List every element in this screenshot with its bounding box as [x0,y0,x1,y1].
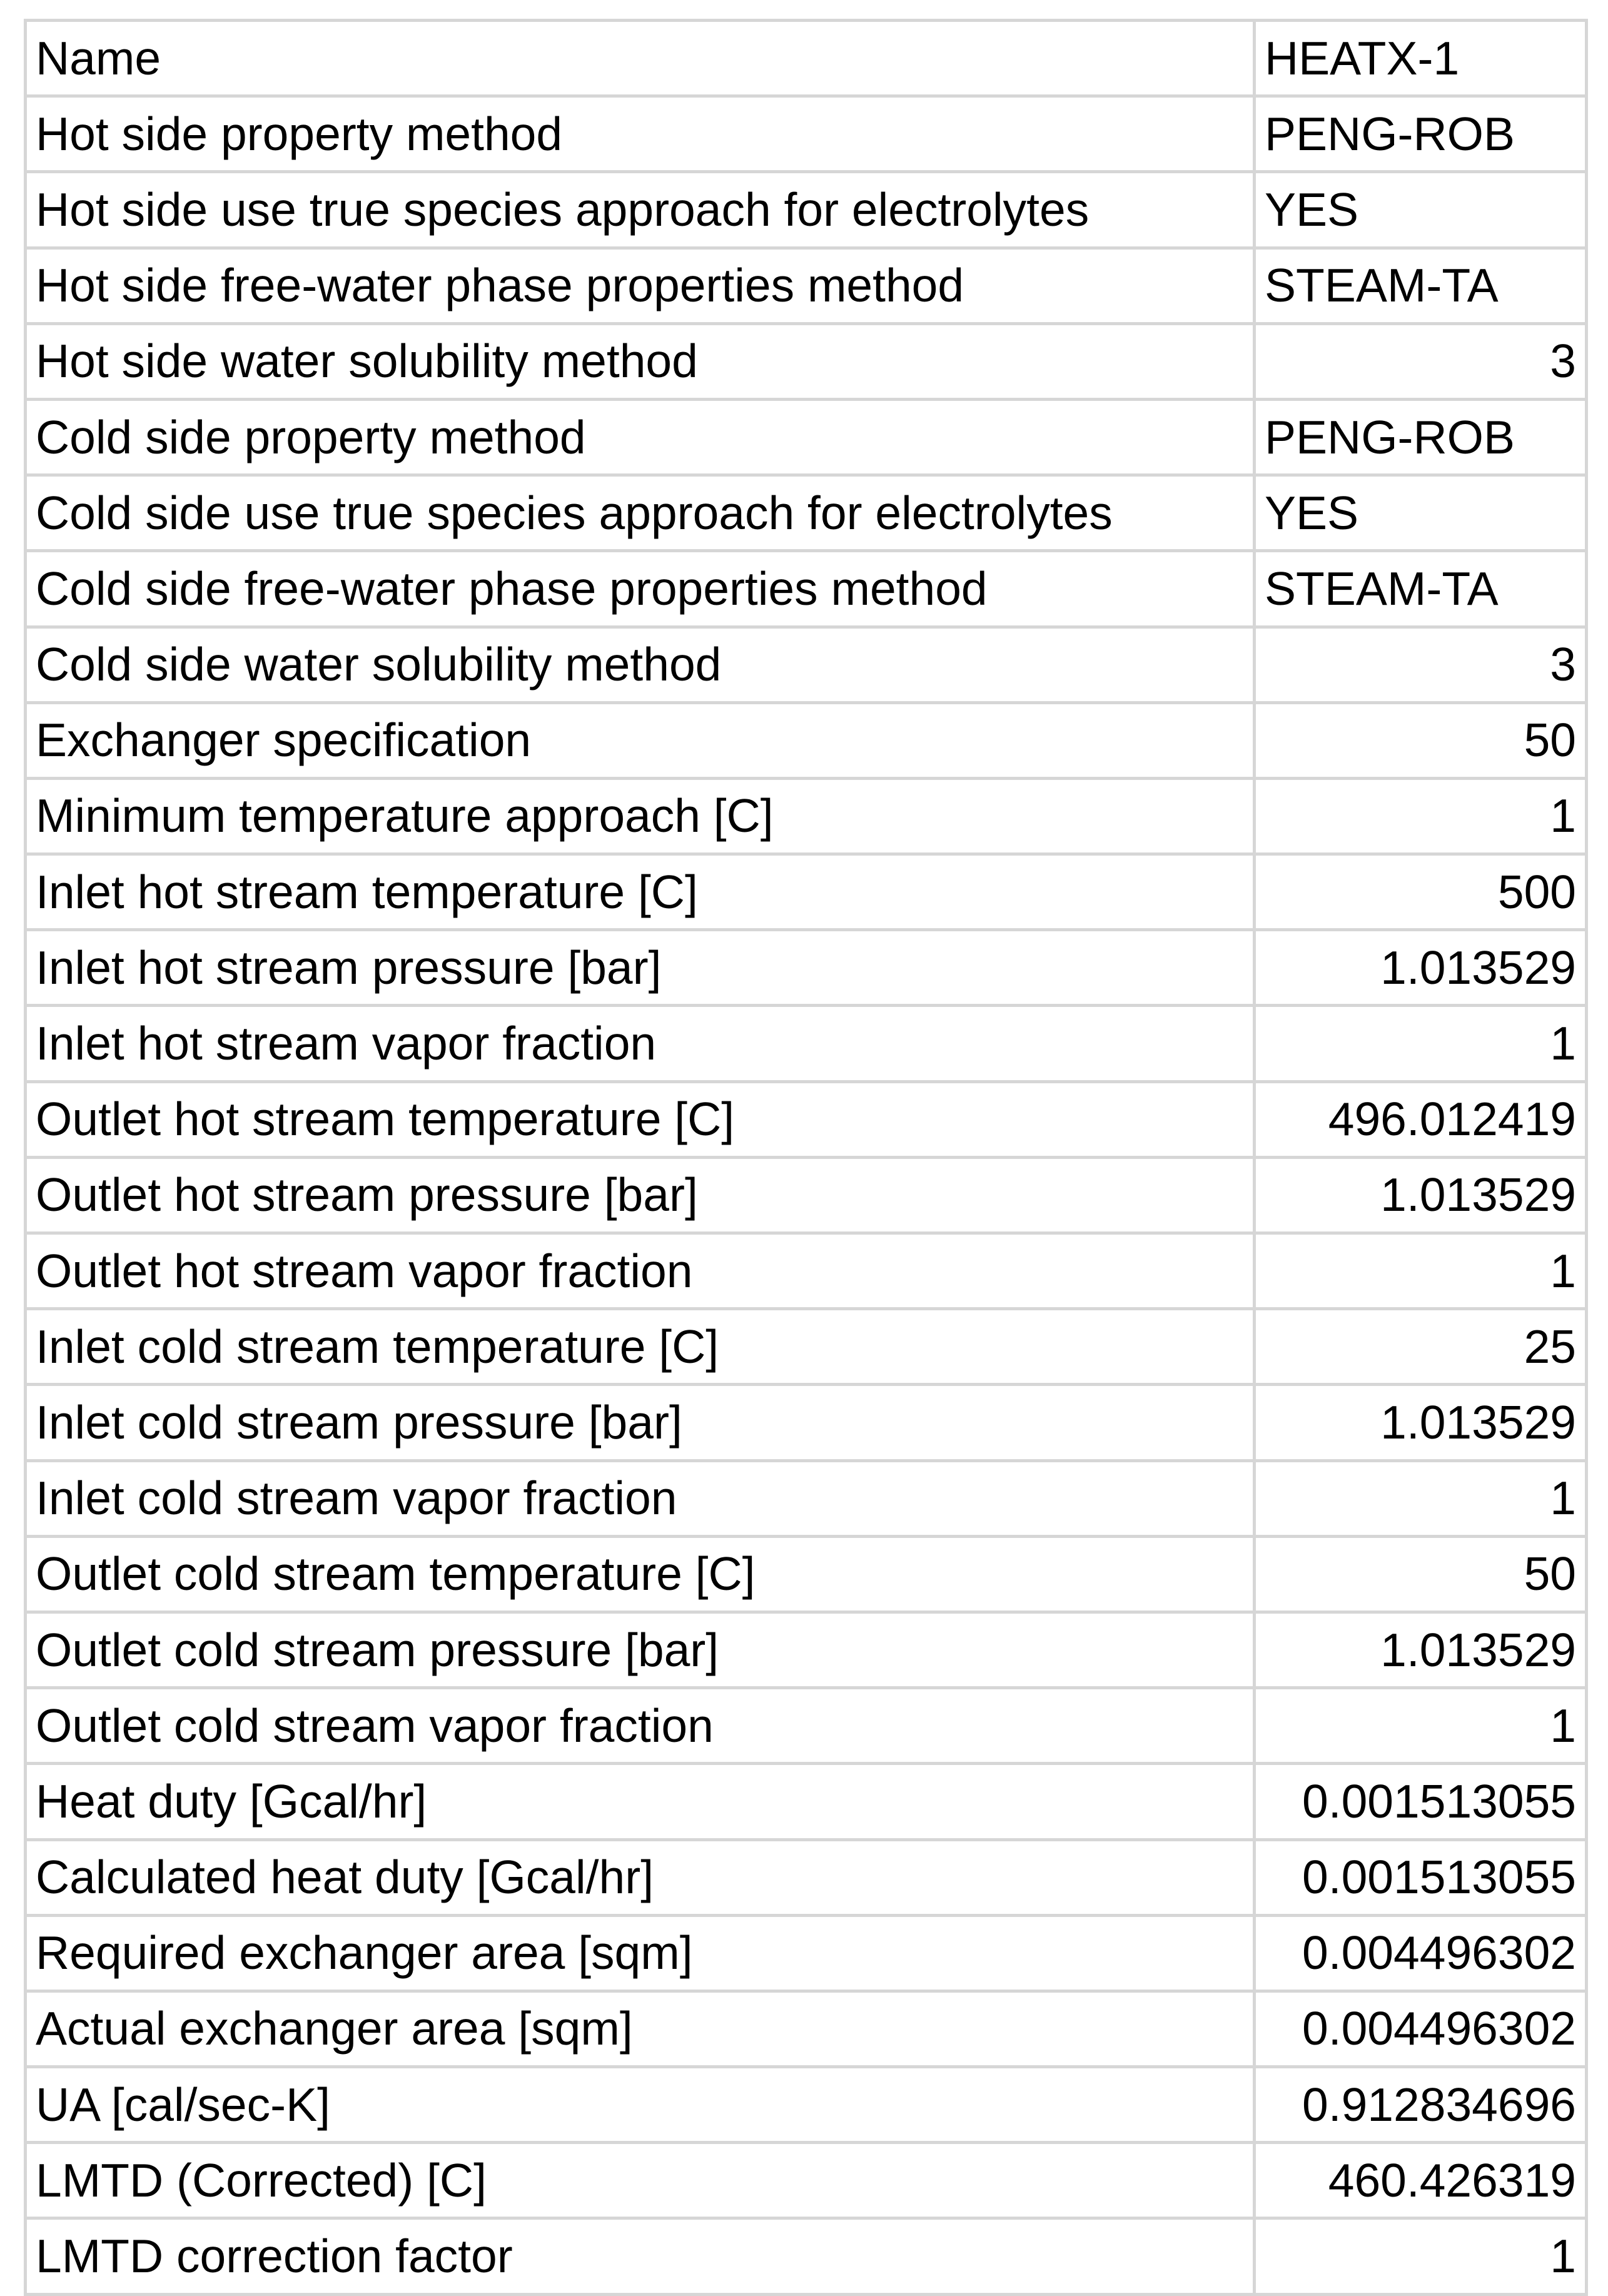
row-label-cell[interactable]: Cold side property method [26,399,1255,475]
row-label-cell[interactable]: Hot side free-water phase properties method [26,248,1255,323]
row-label-cell[interactable]: Inlet cold stream vapor fraction [26,1460,1255,1536]
row-value-cell[interactable]: 1.013529 [1255,930,1587,1006]
row-value-cell[interactable]: 0.004496302 [1255,1915,1587,1991]
table-row [26,172,1587,248]
row-label-cell[interactable]: Outlet cold stream vapor fraction [26,1688,1255,1764]
table-row [26,778,1587,854]
row-label-cell[interactable]: Exchanger specification [26,702,1255,778]
row-label-cell[interactable]: Cold side water solubility method [26,627,1255,702]
table-row [26,2067,1587,2143]
row-value-cell[interactable]: 1 [1255,2218,1587,2294]
table-row [26,551,1587,627]
row-value-cell[interactable]: PENG-ROB [1255,96,1587,172]
row-value-cell[interactable]: 1.013529 [1255,1612,1587,1687]
table-row [26,930,1587,1006]
table-row [26,96,1587,172]
table-row [26,1764,1587,1839]
row-value-cell[interactable]: 1.013529 [1255,1385,1587,1460]
row-label-cell[interactable]: Hot side use true species approach for electrolytes [26,172,1255,248]
table-row [26,1385,1587,1460]
row-label-cell[interactable]: Calculated heat duty [Gcal/hr] [26,1839,1255,1915]
heat-exchanger-results-table [24,19,1588,2296]
row-label-cell[interactable]: Outlet cold stream pressure [bar] [26,1612,1255,1687]
row-value-cell[interactable]: HEATX-1 [1255,21,1587,96]
row-label-cell[interactable]: Hot side property method [26,96,1255,172]
row-label-cell[interactable]: Hot side water solubility method [26,323,1255,399]
row-label-cell[interactable]: Cold side use true species approach for electrolytes [26,475,1255,551]
row-label-cell[interactable]: LMTD correction factor [26,2218,1255,2294]
table-row [26,854,1587,930]
row-label-cell[interactable]: Inlet cold stream pressure [bar] [26,1385,1255,1460]
row-value-cell[interactable]: 1 [1255,1233,1587,1309]
row-value-cell[interactable]: 460.426319 [1255,2143,1587,2218]
table-row [26,323,1587,399]
row-value-cell[interactable]: 0.004496302 [1255,1991,1587,2066]
table-row [26,627,1587,702]
row-value-cell[interactable]: 0.001513055 [1255,1764,1587,1839]
table-row [26,1081,1587,1157]
row-label-cell[interactable]: Inlet hot stream pressure [bar] [26,930,1255,1006]
row-label-cell[interactable]: Outlet hot stream temperature [C] [26,1081,1255,1157]
row-value-cell[interactable]: 3 [1255,323,1587,399]
row-value-cell[interactable]: 1.013529 [1255,1157,1587,1233]
row-label-cell[interactable]: Heat duty [Gcal/hr] [26,1764,1255,1839]
row-label-cell[interactable]: Outlet hot stream vapor fraction [26,1233,1255,1309]
table-row [26,399,1587,475]
row-value-cell[interactable]: 50 [1255,1536,1587,1612]
table-row [26,702,1587,778]
row-label-cell[interactable]: Minimum temperature approach [C] [26,778,1255,854]
row-label-cell[interactable]: Outlet hot stream pressure [bar] [26,1157,1255,1233]
row-label-cell[interactable]: Required exchanger area [sqm] [26,1915,1255,1991]
row-value-cell[interactable]: 1 [1255,1006,1587,1081]
table-row [26,1536,1587,1612]
row-value-cell[interactable]: 3 [1255,627,1587,702]
table-row [26,1688,1587,1764]
row-label-cell[interactable]: Actual exchanger area [sqm] [26,1991,1255,2066]
table-row [26,1309,1587,1385]
table-body [26,21,1587,2295]
row-label-cell[interactable]: UA [cal/sec-K] [26,2067,1255,2143]
row-label-cell[interactable]: Outlet cold stream temperature [C] [26,1536,1255,1612]
row-value-cell[interactable]: YES [1255,475,1587,551]
row-label-cell[interactable]: Inlet hot stream temperature [C] [26,854,1255,930]
table-row [26,1991,1587,2066]
table-row [26,1460,1587,1536]
row-label-cell[interactable]: Cold side free-water phase properties method [26,551,1255,627]
table-row [26,248,1587,323]
table-row [26,2218,1587,2294]
row-value-cell[interactable]: STEAM-TA [1255,248,1587,323]
row-value-cell[interactable]: 1 [1255,1688,1587,1764]
row-value-cell[interactable]: 496.012419 [1255,1081,1587,1157]
row-value-cell[interactable]: 500 [1255,854,1587,930]
row-label-cell[interactable]: Name [26,21,1255,96]
row-value-cell[interactable]: 0.912834696 [1255,2067,1587,2143]
row-value-cell[interactable]: 1 [1255,778,1587,854]
row-value-cell[interactable]: STEAM-TA [1255,551,1587,627]
row-value-cell[interactable]: 25 [1255,1309,1587,1385]
row-label-cell[interactable]: Inlet hot stream vapor fraction [26,1006,1255,1081]
table-row [26,1233,1587,1309]
table-row [26,1915,1587,1991]
table-row [26,1839,1587,1915]
row-value-cell[interactable]: 50 [1255,702,1587,778]
row-value-cell[interactable]: YES [1255,172,1587,248]
table-row [26,1157,1587,1233]
row-value-cell[interactable]: 0.001513055 [1255,1839,1587,1915]
row-label-cell[interactable]: LMTD (Corrected) [C] [26,2143,1255,2218]
row-value-cell[interactable]: PENG-ROB [1255,399,1587,475]
table-row [26,475,1587,551]
table-row [26,21,1587,96]
row-label-cell[interactable]: Inlet cold stream temperature [C] [26,1309,1255,1385]
row-value-cell[interactable]: 1 [1255,1460,1587,1536]
table-row [26,2143,1587,2218]
table-row [26,1612,1587,1687]
table-row [26,1006,1587,1081]
